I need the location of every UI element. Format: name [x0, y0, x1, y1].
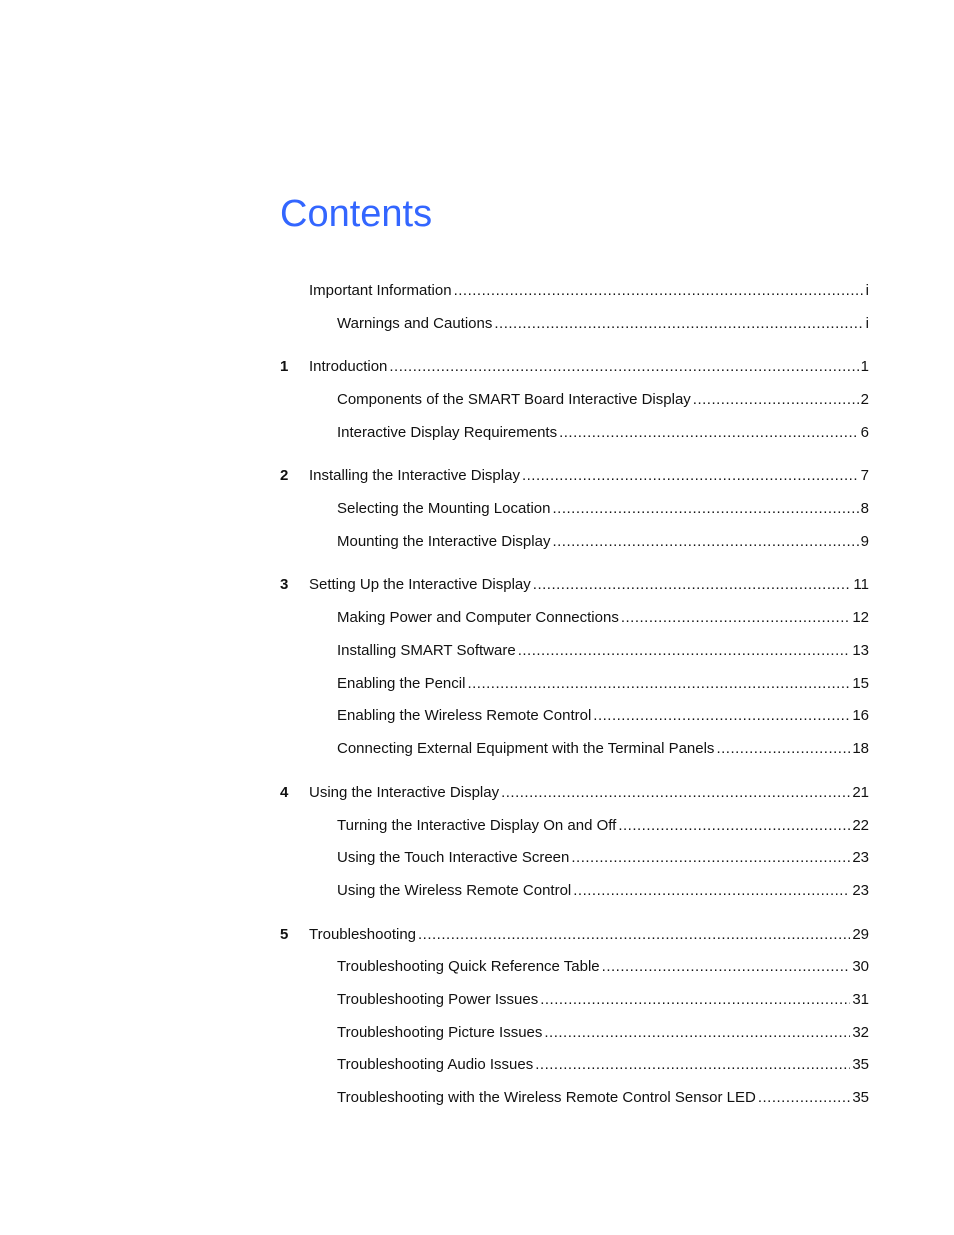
chapter-number: 1	[280, 358, 289, 375]
toc-page-number: 32	[852, 1024, 869, 1041]
toc-entry-label: Enabling the Pencil	[337, 675, 466, 692]
toc-page-number: 16	[852, 707, 869, 724]
toc-entry-label: Installing the Interactive Display	[309, 467, 520, 484]
dot-leader	[602, 957, 851, 977]
page-title: Contents	[280, 193, 433, 235]
dot-leader	[540, 990, 850, 1010]
toc-page-number: 21	[852, 784, 869, 801]
toc-section-entry[interactable]	[337, 390, 869, 410]
dot-leader	[535, 1055, 850, 1075]
toc-entry-label: Enabling the Wireless Remote Control	[337, 707, 592, 724]
toc-chapter-entry[interactable]	[309, 281, 869, 301]
toc-section-entry[interactable]	[337, 706, 869, 726]
toc-section-entry[interactable]	[337, 423, 869, 443]
toc-entry-label: Components of the SMART Board Interactive Display	[337, 391, 691, 408]
toc-page-number: 12	[852, 609, 869, 626]
toc-section-entry[interactable]	[337, 739, 869, 759]
toc-page-number: 2	[860, 391, 869, 408]
dot-leader	[716, 739, 850, 759]
dot-leader	[593, 706, 850, 726]
toc-entry-label: Installing SMART Software	[337, 642, 516, 659]
toc-page-number: 8	[860, 500, 869, 517]
dot-leader	[494, 314, 863, 334]
toc-entry-label: Warnings and Cautions	[337, 315, 493, 332]
toc-section-entry[interactable]	[337, 816, 869, 836]
toc-entry-label: Troubleshooting Audio Issues	[337, 1056, 534, 1073]
toc-page-number: 13	[852, 642, 869, 659]
toc-page-number: 1	[860, 358, 869, 375]
toc-entry-label: Turning the Interactive Display On and Off	[337, 817, 617, 834]
toc-section-entry[interactable]	[337, 1055, 869, 1075]
toc-page-number: 11	[853, 576, 869, 593]
toc-section-entry[interactable]	[337, 499, 869, 519]
toc-page-number: i	[865, 282, 869, 299]
chapter-number: 2	[280, 467, 289, 484]
toc-page-number: 30	[852, 958, 869, 975]
dot-leader	[621, 608, 850, 628]
toc-page-number: 6	[860, 424, 869, 441]
dot-leader	[571, 848, 850, 868]
dot-leader	[533, 575, 852, 595]
toc-entry-label: Mounting the Interactive Display	[337, 533, 551, 550]
toc-page-number: 35	[852, 1056, 869, 1073]
toc-entry-label: Troubleshooting Quick Reference Table	[337, 958, 600, 975]
toc-page-number: 22	[852, 817, 869, 834]
toc-chapter-entry[interactable]	[309, 357, 869, 377]
toc-section-entry[interactable]	[337, 881, 869, 901]
dot-leader	[573, 881, 850, 901]
dot-leader	[467, 674, 850, 694]
toc-section-entry[interactable]	[337, 532, 869, 552]
toc-section-entry[interactable]	[337, 608, 869, 628]
toc-entry-label: Using the Wireless Remote Control	[337, 882, 572, 899]
dot-leader	[552, 499, 858, 519]
dot-leader	[518, 641, 851, 661]
chapter-number: 3	[280, 576, 289, 593]
dot-leader	[552, 532, 858, 552]
toc-entry-label: Connecting External Equipment with the Terminal Panels	[337, 740, 715, 757]
dot-leader	[544, 1023, 850, 1043]
toc-page-number: 35	[852, 1089, 869, 1106]
chapter-number: 5	[280, 926, 289, 943]
toc-entry-label: Using the Touch Interactive Screen	[337, 849, 570, 866]
toc-section-entry[interactable]	[337, 1088, 869, 1108]
toc-section-entry[interactable]	[337, 314, 869, 334]
toc-page-number: 23	[852, 882, 869, 899]
toc-section-entry[interactable]	[337, 957, 869, 977]
toc-entry-label: Troubleshooting Picture Issues	[337, 1024, 543, 1041]
toc-page-number: 7	[860, 467, 869, 484]
toc-section-entry[interactable]	[337, 1023, 869, 1043]
dot-leader	[693, 390, 859, 410]
toc-entry-label: Making Power and Computer Connections	[337, 609, 619, 626]
dot-leader	[522, 466, 859, 486]
dot-leader	[559, 423, 859, 443]
dot-leader	[418, 925, 850, 945]
chapter-number: 4	[280, 784, 289, 801]
dot-leader	[618, 816, 850, 836]
toc-page-number: 31	[852, 991, 869, 1008]
toc-entry-label: Using the Interactive Display	[309, 784, 500, 801]
dot-leader	[389, 357, 858, 377]
dot-leader	[758, 1088, 851, 1108]
toc-chapter-entry[interactable]	[309, 783, 869, 803]
toc-chapter-entry[interactable]	[309, 575, 869, 595]
toc-chapter-entry[interactable]	[309, 466, 869, 486]
toc-page-number: 15	[852, 675, 869, 692]
toc-chapter-entry[interactable]	[309, 925, 869, 945]
toc-entry-label: Important Information	[309, 282, 452, 299]
toc-entry-label: Setting Up the Interactive Display	[309, 576, 531, 593]
toc-entry-label: Troubleshooting with the Wireless Remote Control Sensor LED	[337, 1089, 756, 1106]
toc-entry-label: Troubleshooting	[309, 926, 417, 943]
toc-page-number: 9	[860, 533, 869, 550]
toc-page-number: 29	[852, 926, 869, 943]
toc-entry-label: Selecting the Mounting Location	[337, 500, 551, 517]
toc-entry-label: Introduction	[309, 358, 388, 375]
toc-section-entry[interactable]	[337, 848, 869, 868]
dot-leader	[501, 783, 850, 803]
toc-section-entry[interactable]	[337, 674, 869, 694]
dot-leader	[454, 281, 864, 301]
toc-section-entry[interactable]	[337, 641, 869, 661]
toc-page-number: i	[865, 315, 869, 332]
toc-page-number: 23	[852, 849, 869, 866]
toc-entry-label: Troubleshooting Power Issues	[337, 991, 539, 1008]
toc-entry-label: Interactive Display Requirements	[337, 424, 558, 441]
toc-section-entry[interactable]	[337, 990, 869, 1010]
toc-page-number: 18	[852, 740, 869, 757]
